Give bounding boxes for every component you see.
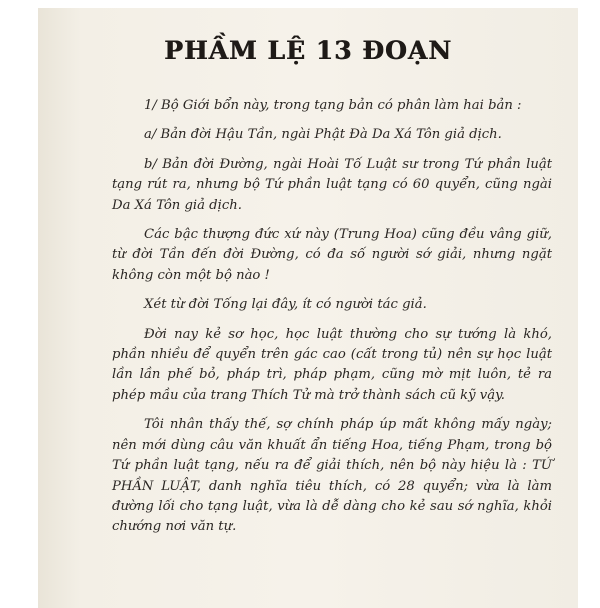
paragraph-5: Xét từ đời Tống lại đây, ít có người tác giả. [144,297,427,313]
page-title: PHẦM LỆ 13 ĐOẠN [164,36,452,65]
paragraph-6: Đời nay kẻ sơ học, học luật thường cho sự tướng là khó, phần nhiều để quyển trên gác cao (cất trong tủ) nên sự học luật lần lần phế bỏ, pháp trì, pháp phạm, cũng mờ mịt luôn, tẻ ra phép mầu của trang Thích Tử mà trở thành sách cũ kỹ vậy. [112,326,552,403]
paragraph-1: 1/ Bộ Giới bổn này, trong tạng bản có phân làm hai bản : [144,98,522,113]
paragraph-4: Các bậc thượng đức xứ này (Trung Hoa) cũng đều vâng giữ, từ đời Tần đến đời Đường, có đa số người sớ giải, nhưng ngặt không còn một bộ nào ! [112,227,552,283]
paragraph-3: b/ Bản đời Đường, ngài Hoài Tố Luật sư trong Tứ phần luật tạng rút ra, nhưng bộ Tứ phần luật tạng có 60 quyển, cũng ngài Da Xá Tôn giả dịch. [112,156,552,213]
body-text [112,96,552,547]
book-page [38,8,578,608]
paragraph-7: Tôi nhân thấy thế, sợ chính pháp úp mất không mấy ngày; nên mới dùng câu văn khuất ẩn tiếng Hoa, tiếng Phạm, trong bộ Tứ phần luật tạng, nếu ra để giải thích, nên bộ này hiệu là : TỨ PHẦN LUẬT, danh nghĩa tiêu thích, có 28 quyển; vừa là làm đường lối cho tạng luật, vừa là dễ dàng cho kẻ sau sớ nghĩa, khỏi chướng nơi văn tự. [112,417,552,535]
paragraph-2: a/ Bản đời Hậu Tần, ngài Phật Đà Da Xá Tôn giả dịch. [144,127,502,143]
